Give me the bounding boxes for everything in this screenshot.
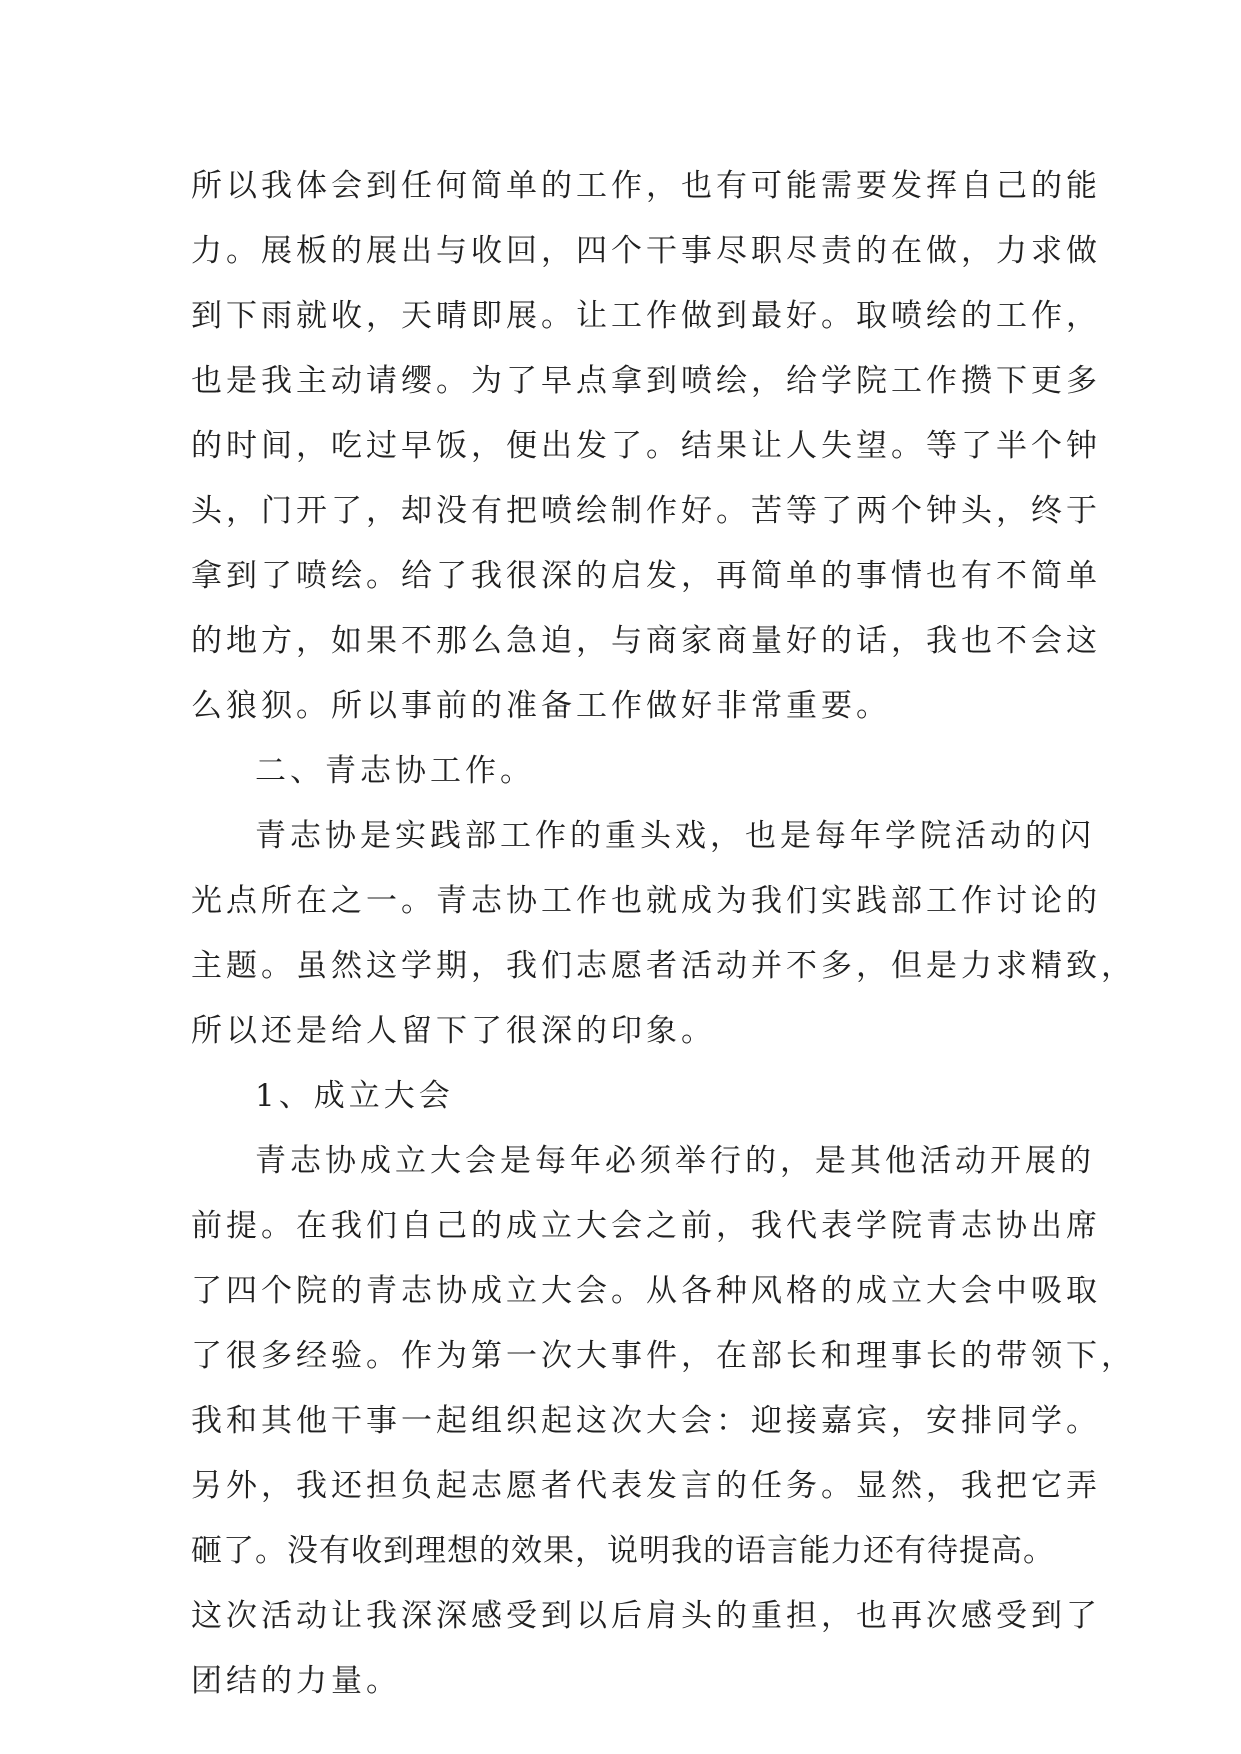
text-line: 另外，我还担负起志愿者代表发言的任务。显然，我把它弄 bbox=[191, 1468, 1101, 1504]
text-line: 的时间，吃过早饭，便出发了。结果让人失望。等了半个钟 bbox=[191, 428, 1101, 464]
text-line: 青志协是实践部工作的重头戏，也是每年学院活动的闪 bbox=[255, 818, 1095, 854]
text-line: 了很多经验。作为第一次大事件，在部长和理事长的带领下， bbox=[191, 1338, 1136, 1374]
text-line: 主题。虽然这学期，我们志愿者活动并不多，但是力求精致， bbox=[191, 948, 1136, 984]
text-line: 么狼狈。所以事前的准备工作做好非常重要。 bbox=[191, 688, 891, 724]
text-line: 前提。在我们自己的成立大会之前，我代表学院青志协出席 bbox=[191, 1208, 1101, 1244]
text-line: 拿到了喷绘。给了我很深的启发，再简单的事情也有不简单 bbox=[191, 558, 1101, 594]
text-line: 到下雨就收，天晴即展。让工作做到最好。取喷绘的工作， bbox=[191, 298, 1101, 334]
text-line: 头，门开了，却没有把喷绘制作好。苦等了两个钟头，终于 bbox=[191, 493, 1101, 529]
text-line: 了四个院的青志协成立大会。从各种风格的成立大会中吸取 bbox=[191, 1273, 1101, 1309]
text-line: 光点所在之一。青志协工作也就成为我们实践部工作讨论的 bbox=[191, 883, 1101, 919]
text-line: 青志协成立大会是每年必须举行的，是其他活动开展的 bbox=[255, 1143, 1095, 1179]
text-line: 这次活动让我深深感受到以后肩头的重担，也再次感受到了 bbox=[191, 1598, 1101, 1634]
text-line: 力。展板的展出与收回，四个干事尽职尽责的在做，力求做 bbox=[191, 233, 1101, 269]
text-line: 的地方，如果不那么急迫，与商家商量好的话，我也不会这 bbox=[191, 623, 1101, 659]
text-line: 所以我体会到任何简单的工作，也有可能需要发挥自己的能 bbox=[191, 168, 1101, 204]
text-line: 砸了。没有收到理想的效果，说明我的语言能力还有待提高。 bbox=[191, 1533, 1055, 1569]
text-line: 我和其他干事一起组织起这次大会：迎接嘉宾，安排同学。 bbox=[191, 1403, 1101, 1439]
text-line: 团结的力量。 bbox=[191, 1663, 401, 1699]
section-heading: 二、青志协工作。 bbox=[255, 753, 535, 789]
document-body bbox=[191, 154, 1136, 1714]
text-line: 所以还是给人留下了很深的印象。 bbox=[191, 1013, 716, 1049]
text-line: 也是我主动请缨。为了早点拿到喷绘，给学院工作攒下更多 bbox=[191, 363, 1101, 399]
subsection-heading: 1、成立大会 bbox=[255, 1078, 454, 1114]
